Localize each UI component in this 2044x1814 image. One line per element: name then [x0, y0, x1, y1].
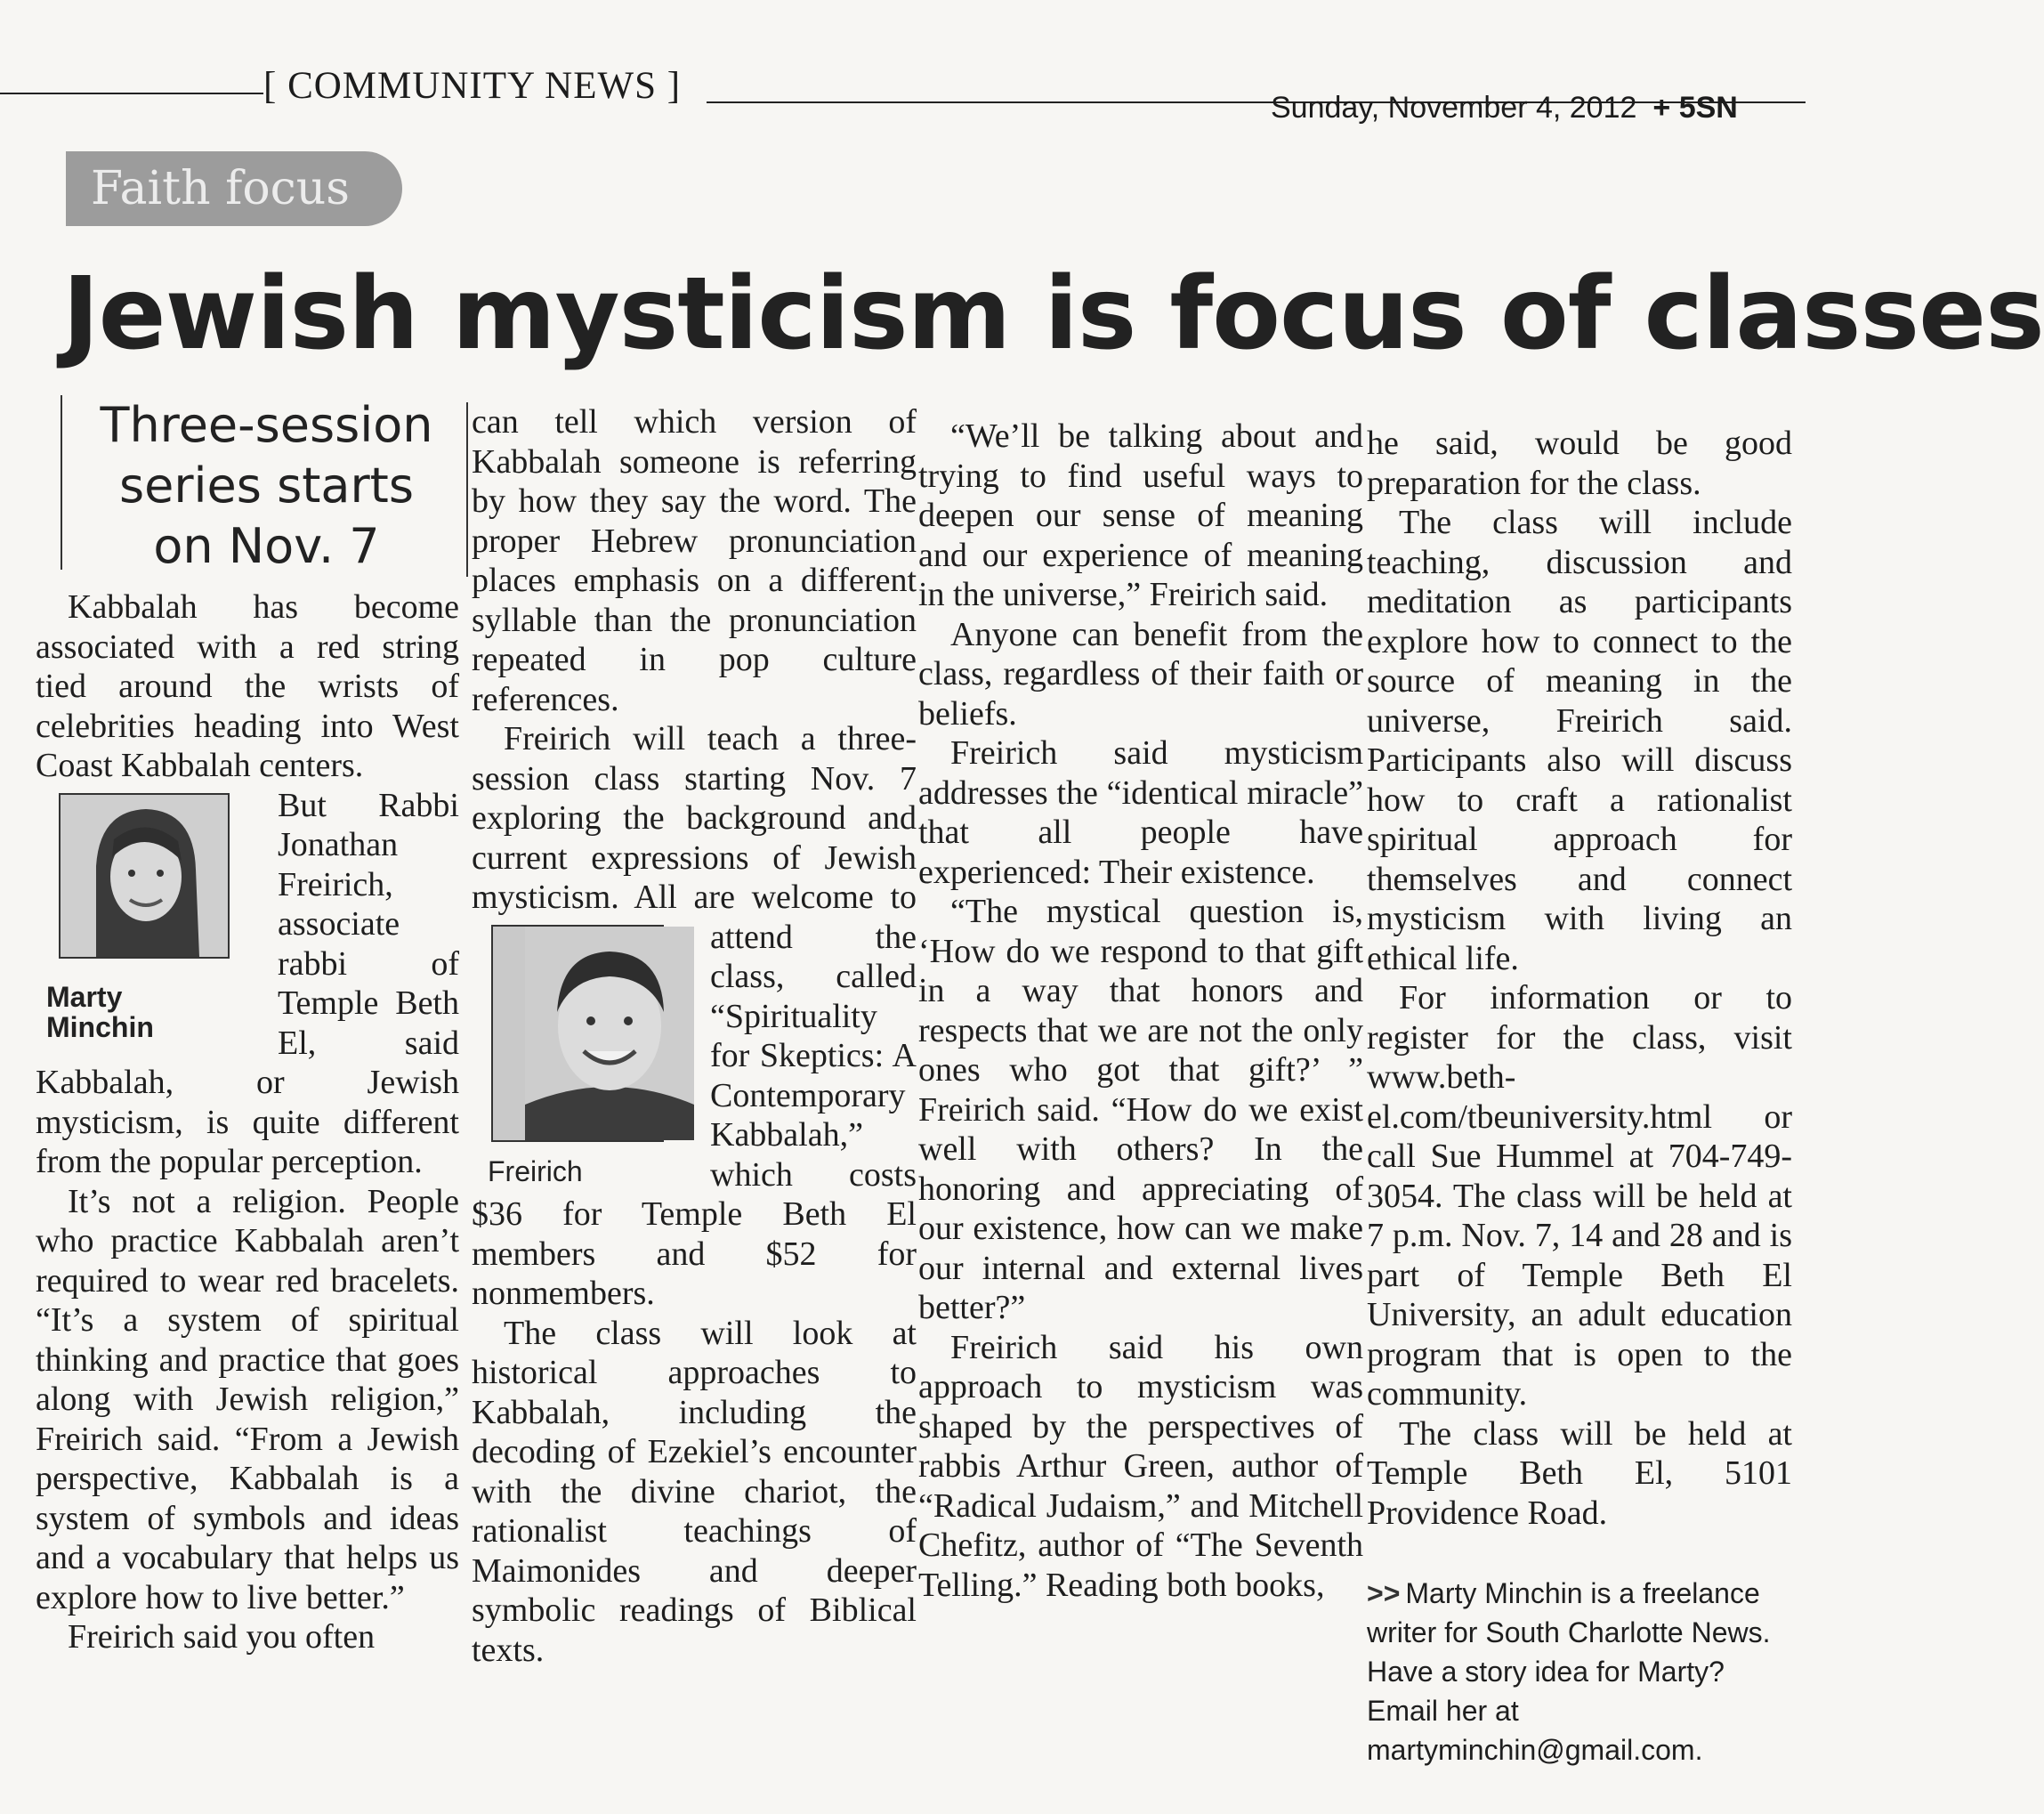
paragraph-text: Freirich will teach a three-session class starting Nov. 7 exploring the background and current expressions of Jewish mysticism. All are welcome to attend [472, 720, 917, 956]
author-bio [1367, 1574, 1792, 1769]
issue-date: Sunday, November 4, 2012 [1271, 91, 1637, 125]
article-column-3 [918, 417, 1363, 1605]
paragraph: Freirich said mysticism addresses the “identical miracle” that all people have experienced: Their existence. [918, 734, 1363, 891]
kicker-label: Faith focus [66, 151, 402, 226]
paragraph: But Rabbi Jonathan Freirich, associate rabbi of Temple Beth El, said Kabbalah, or Jewish mysticism, is quite different from the popular perception. [36, 786, 459, 1180]
paragraph: Freirich said you often [68, 1618, 376, 1656]
subject-photo [491, 925, 664, 1142]
subject-photo-block [488, 925, 692, 1186]
paragraph: The class will look at historical approaches to Kabbalah, including the decoding of Ezekiel’s encounter with the divine chariot, the rationalist teachings of Maimonides and deeper symbolic readings of Biblical texts. [472, 1314, 917, 1669]
paragraph: The class will be held at Temple Beth El, 5101 Providence Road. [1367, 1414, 1792, 1532]
page-number: + 5SN [1652, 91, 1738, 125]
paragraph [472, 719, 917, 1314]
paragraph: It’s not a religion. People who practice Kabbalah aren’t required to wear red bracelets. “It’s a system of spiritual thinking and practice that goes along with Jewish religion,” Freirich said. “From a Jewish perspective, Kabbalah is a system of symbols and ideas and a vocabulary that helps us explore how to live better.” [36, 1182, 459, 1616]
paragraph: “The mystical question is, ‘How do we respond to that gift in a way that honors and respects that we are not the only ones who got that gift?’ ” Freirich said. “How do we exist well with others? In the honoring and appreciating of our existence, how can we make our internal and external lives better?” [918, 893, 1363, 1326]
deck-rule-left [61, 395, 62, 570]
paragraph: can tell which version of Kabbalah someone is referring by how they say the word. The proper Hebrew pronunciation places emphasis on a different syllable than the pronunciation repeated in pop culture references. [472, 403, 917, 718]
header-rule-left [0, 93, 263, 94]
subject-photo-caption: Freirich [488, 1154, 583, 1187]
author-photo-block [46, 793, 262, 1042]
author-bio-text: Marty Minchin is a freelance writer for South Charlotte News. Have a story idea for Marty? Email her at martyminchin@gmail.com. [1367, 1577, 1771, 1766]
article-column-1 [36, 587, 459, 1657]
paragraph-text: the class, called “Spirituality for Skeptics: A Contemporary Kabbalah,” which costs $36 for Temple Beth El members and $52 for nonmembers. [472, 918, 917, 1312]
paragraph: Kabbalah has become associated with a red string tied around the wrists of celebrities heading into West Coast Kabbalah centers. [36, 588, 459, 784]
subheadline: Three-session series starts on Nov. 7 [100, 397, 433, 574]
section-label: [ COMMUNITY NEWS ] [263, 65, 682, 107]
date-line [1271, 91, 1738, 126]
author-portrait-icon [61, 795, 228, 957]
paragraph: For information or to register for the class, visit www.beth-el.com/tbeuniversity.html or call Sue Hummel at 704-749-3054. The class will be held at 7 p.m. Nov. 7, 14 and 28 and is part of Temple Beth El University, an adult education program that is open to the community. [1367, 979, 1792, 1413]
paragraph: Anyone can benefit from the class, regardless of their faith or beliefs. [918, 615, 1363, 733]
paragraph: Freirich said his own approach to mysticism was shaped by the perspectives of rabbis Arthur Green, author of “Radical Judaism,” and Mitchell Chefitz, author of “The Seventh Telling.” Reading both books, [918, 1328, 1363, 1604]
paragraph: The class will include teaching, discussion and meditation as participants explore how to connect to the source of meaning in the universe, Freirich said. Participants also will discuss how to craft a rationalist spiritual approach for themselves and connect mysticism with living an ethical life. [1367, 504, 1792, 977]
author-photo-caption: Marty Minchin [46, 980, 154, 1043]
rabbi-portrait-icon [525, 927, 694, 1140]
headline: Jewish mysticism is focus of classes [62, 256, 2044, 372]
article-column-2 [472, 402, 917, 1670]
deck-rule-right [466, 402, 468, 577]
paragraph: he said, would be good preparation for the class. [1367, 425, 1792, 502]
paragraph: “We’ll be talking about and trying to find useful ways to deepen our sense of meaning and our experience of meaning in the universe,” Freirich said. [918, 417, 1363, 613]
article-column-4 [1367, 424, 1792, 1769]
author-photo [59, 793, 230, 959]
bio-arrow-icon: >> [1367, 1577, 1401, 1609]
